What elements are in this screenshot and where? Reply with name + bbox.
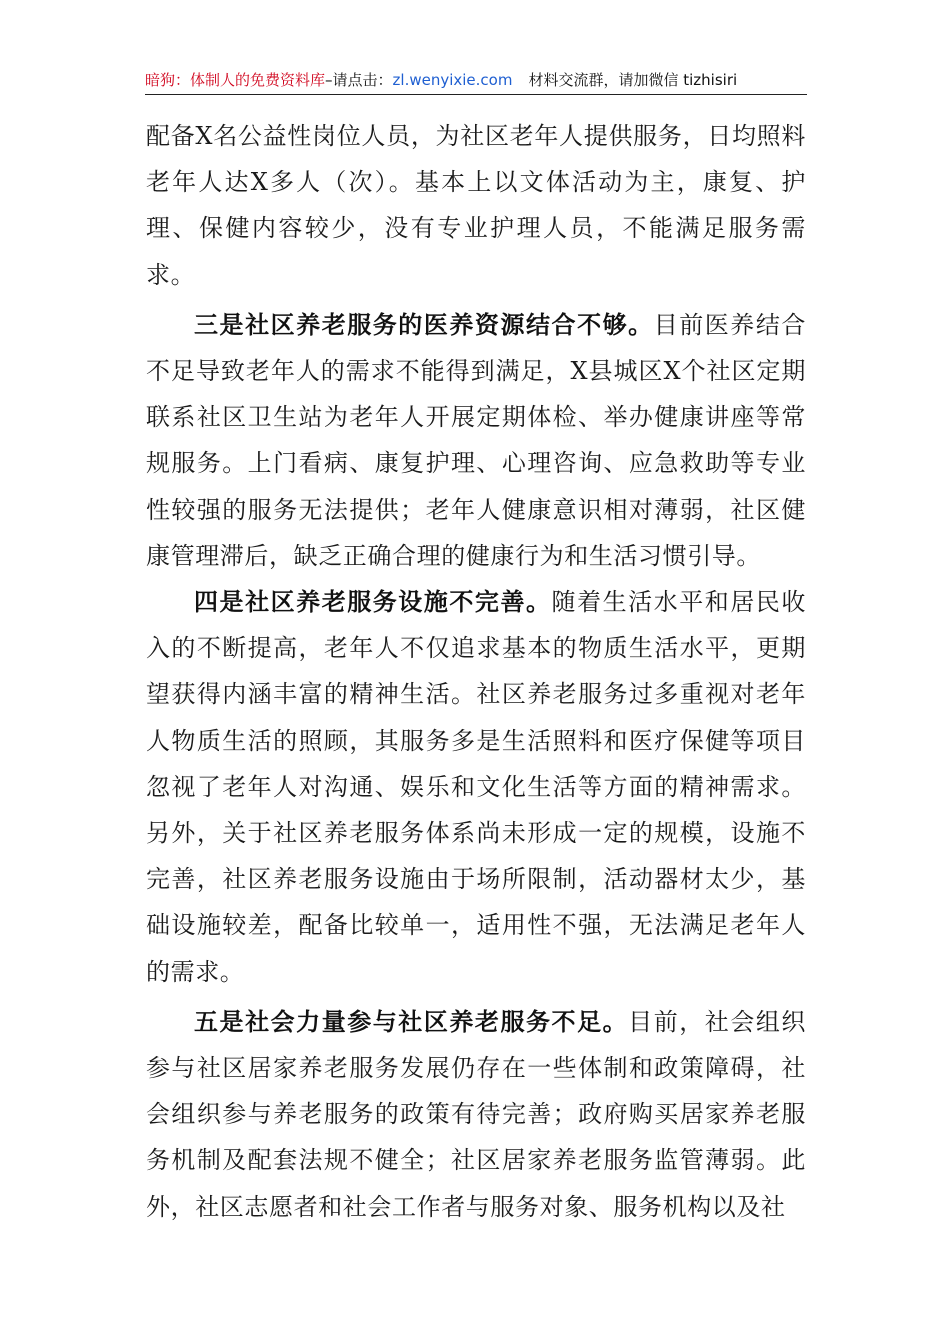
- paragraph-point-four: [146, 579, 806, 995]
- paragraph-heading: 四是社区养老服务设施不完善。: [194, 587, 552, 617]
- paragraph-point-three: [146, 302, 806, 579]
- paragraph-body: 随着生活水平和居民收入的不断提高，老年人不仅追求基本的物质生活水平，更期望获得内涵丰富的精神生活。社区养老服务过多重视对老年人物质生活的照顾，其服务多是生活照料和医疗保健等项目忽视了老年人对沟通、娱乐和文化生活等方面的精神需求。另外，关于社区养老服务体系尚未形成一定的规模，设施不完善，社区养老服务设施由于场所限制，活动器材太少，基础设施较差，配备比较单一，适用性不强，无法满足老年人的需求。: [146, 588, 806, 986]
- page-header: [145, 66, 807, 95]
- paragraph-continuation: [146, 113, 806, 298]
- header-site-name: 暗狗：体制人的免费资料库: [145, 71, 326, 89]
- paragraph-point-five: [146, 999, 806, 1230]
- paragraph-body: 目前，社会组织参与社区居家养老服务发展仍存在一些体制和政策障碍，社会组织参与养老服务的政策有待完善；政府购买居家养老服务机制及配套法规不健全；社区居家养老服务监管薄弱。此外，社区志愿者和社会工作者与服务对象、服务机构以及社: [146, 1007, 807, 1221]
- paragraph-body: 目前医养结合不足导致老年人的需求不能得到满足，X县城区X个社区定期联系社区卫生站为老年人开展定期体检、举办健康讲座等常规服务。上门看病、康复护理、心理咨询、应急救助等专业性较强的服务无法提供；老年人健康意识相对薄弱，社区健康管理滞后，缺乏正确合理的健康行为和生活习惯引导。: [146, 310, 806, 570]
- header-url-link[interactable]: zl.wenyixie.com: [392, 71, 513, 89]
- header-click-prompt: –请点击：: [325, 71, 393, 89]
- paragraph-body: 配备X名公益性岗位人员，为社区老年人提供服务，日均照料老年人达X多人（次）。基本上以文体活动为主，康复、护理、保健内容较少，没有专业护理人员，不能满足服务需求。: [146, 122, 806, 289]
- header-contact-text: 材料交流群，请加微信 tizhisiri: [528, 71, 738, 89]
- document-body: [146, 113, 806, 1230]
- paragraph-heading: 五是社会力量参与社区养老服务不足。: [194, 1006, 629, 1036]
- paragraph-heading: 三是社区养老服务的医养资源结合不够。: [194, 309, 654, 339]
